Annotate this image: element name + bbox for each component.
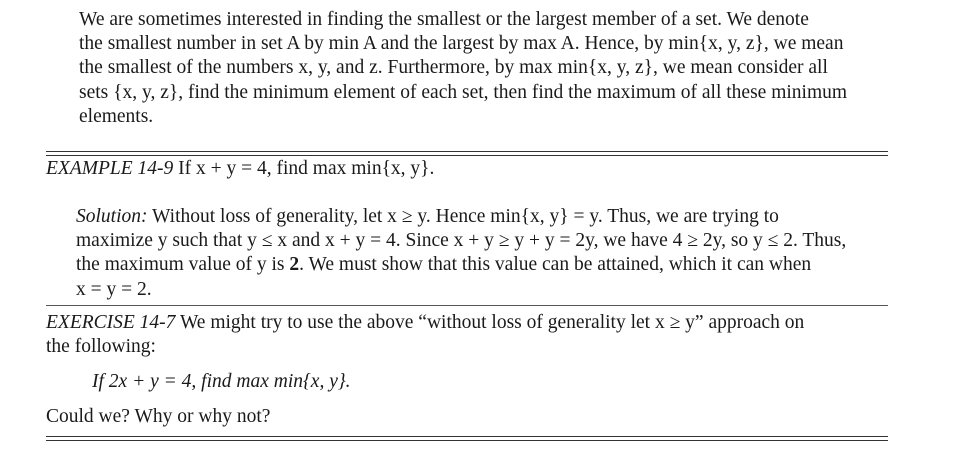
example-label: EXAMPLE 14-9 [46, 158, 174, 179]
example-heading [46, 157, 888, 181]
intro-line: We are sometimes interested in finding the smallest or the largest member of a set. We denote [79, 9, 809, 30]
exercise-heading [46, 311, 888, 360]
intro-line: elements. [79, 105, 154, 127]
intro-paragraph [46, 8, 888, 129]
exercise-line: We might try to use the above “without loss of generality let x ≥ y” approach on [179, 312, 805, 333]
exercise-bottom-rule [46, 436, 888, 437]
exercise-line: the following: [46, 336, 156, 358]
example-text: If x + y = 4, find max min{x, y}. [178, 158, 435, 179]
solution-paragraph [46, 205, 888, 302]
solution-answer: 2 [289, 254, 300, 276]
solution-line-part: the maximum value of y is [76, 254, 290, 276]
exercise-top-rule [46, 305, 888, 306]
textbook-page [46, 0, 888, 453]
solution-line: maximize y such that y ≤ x and x + y = 4. Since x + y ≥ y + y = 2y, we have 4 ≥ 2y, so y ≤ 2. Thus, [76, 230, 847, 252]
intro-line: sets {x, y, z}, find the minimum element of each set, then find the maximum of all these minimum [79, 81, 848, 103]
exercise-question: Could we? Why or why not? [46, 406, 271, 427]
example-top-rule [46, 151, 888, 152]
intro-line: the smallest of the numbers x, y, and z. Furthermore, by max min{x, y, z}, we mean consider all [79, 57, 828, 79]
solution-line-part: . We must show that this value can be attained, which it can when [299, 254, 812, 276]
exercise-prompt: If 2x + y = 4, find max min{x, y}. [92, 371, 351, 392]
intro-line: the smallest number in set A by min A and the largest by max A. Hence, by min{x, y, z}, we mean [79, 33, 844, 55]
solution-line: x = y = 2. [76, 278, 152, 300]
solution-label: Solution: [76, 206, 148, 227]
exercise-label: EXERCISE 14-7 [46, 312, 176, 333]
solution-line: Without loss of generality, let x ≥ y. Hence min{x, y} = y. Thus, we are trying to [152, 206, 779, 227]
